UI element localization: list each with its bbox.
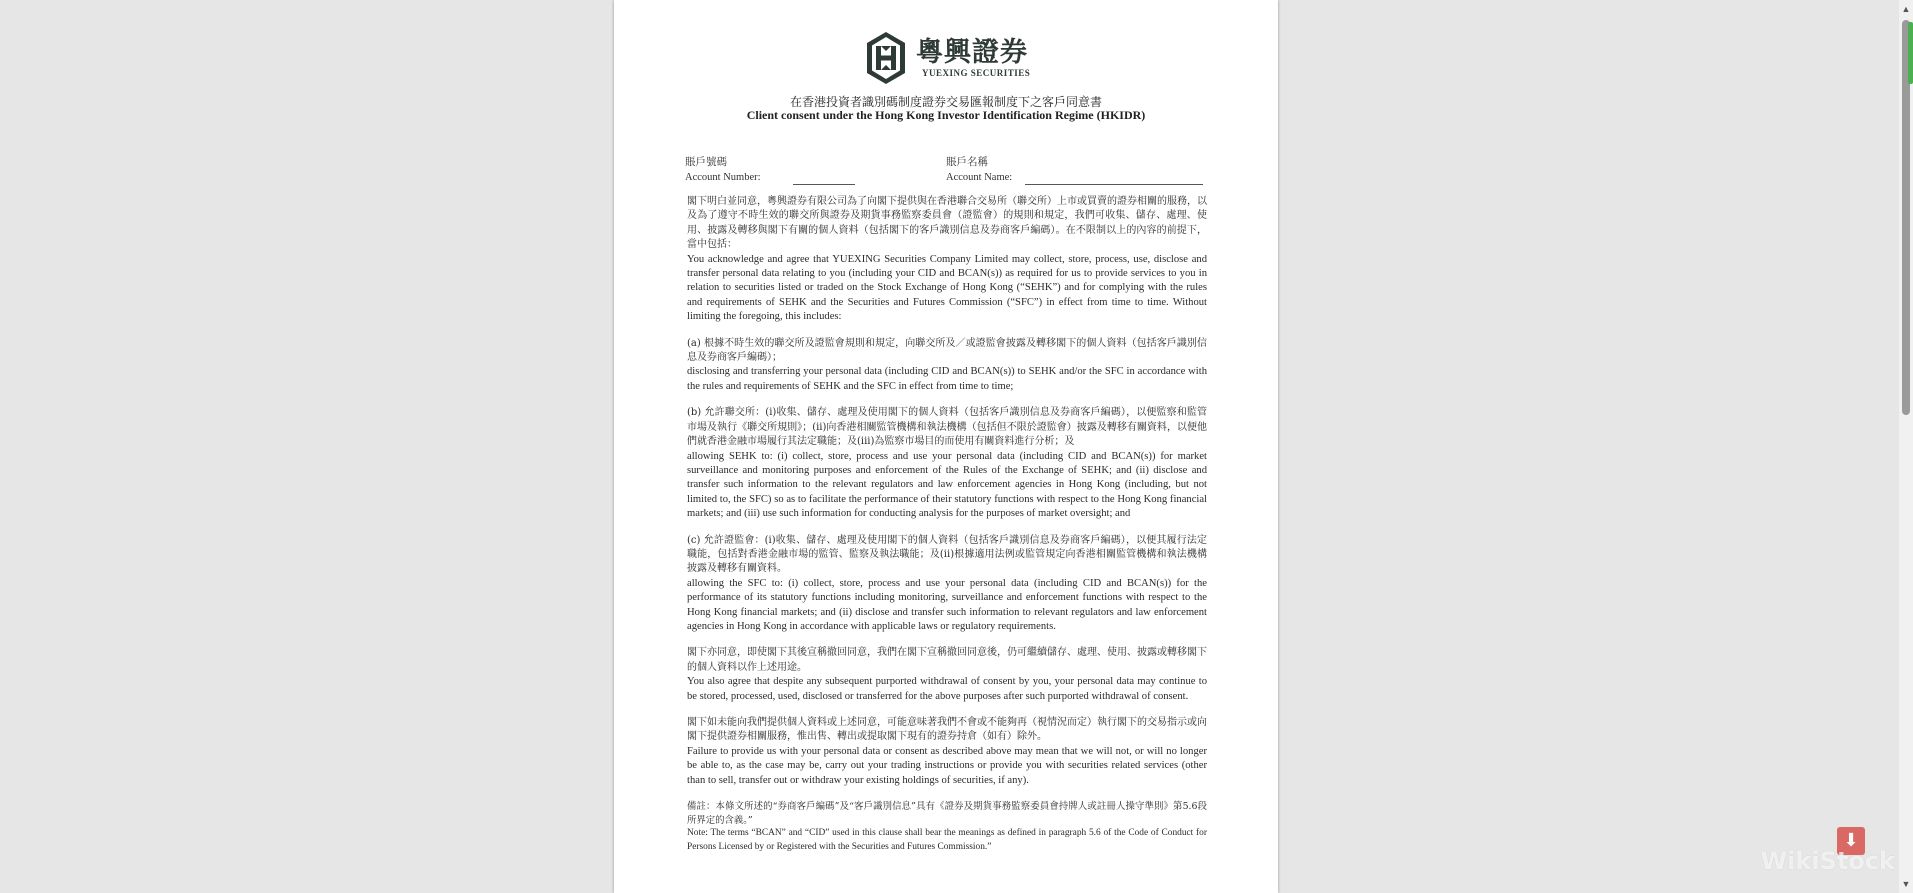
account-name-label-cn: 賬戶名稱 <box>946 157 988 168</box>
logo-english-name: YUEXING SECURITIES <box>922 68 1031 78</box>
document-title-english: Client consent under the Hong Kong Investor Identification Regime (HKIDR) <box>746 108 1146 122</box>
note-en: Note: The terms “BCAN” and “CID” used in this clause shall bear the meanings as defined in paragraph 5.6 of the Code of Conduct for Persons Licensed by or Registered with the Securities and Futures Commission.” <box>687 828 1207 852</box>
vertical-scrollbar[interactable] <box>1899 0 1913 893</box>
document-title-chinese: 在香港投資者識別碼制度證券交易匯報制度下之客戶同意書 <box>789 95 1102 109</box>
watermark: WikiStock <box>1760 847 1895 875</box>
note-cn: 備註：本條文所述的“券商客戶編碼”及“客戶識別信息”具有《證券及期貨事務監察委員會持牌人或註冊人操守準則》第5.6段所界定的含義。” <box>687 801 1207 826</box>
scroll-position-indicator <box>1908 22 1913 84</box>
account-number-label-cn: 賬戶號碼 <box>685 157 727 168</box>
logo-chinese-name: 粵興證券 <box>916 37 1028 68</box>
clause-a-cn: (a) 根據不時生效的聯交所及證監會規則和規定，向聯交所及／或證監會披露及轉移閣下的個人資料（包括客戶識別信息及券商客戶編碼）； <box>687 337 1207 364</box>
clause-c-cn: (c) 允許證監會：(i)收集、儲存、處理及使用閣下的個人資料（包括客戶識別信息及券商客戶編碼），以便其履行法定職能，包括對香港金融市場的監管、監察及執法職能；及(ii)根據適用法例或監管規定向香港相關監管機構和執法機構披露及轉移有關資料。 <box>687 534 1207 575</box>
clause-b-en: allowing SEHK to: (i) collect, store, process and use your personal data (including CID and BCAN(s)) for market surveillance and monitoring purposes and enforcement of the Rules of the Exchange of SEHK; and (ii) disclose and transfer such information to the relevant regulators and law enforcement agencies in Hong Kong (including, but not limited to, the SFC) so as to facilitate the performance of their statutory functions with respect to the Hong Kong financial markets; and (iii) use such information for conducting analysis for the purposes of market oversight; and <box>687 450 1207 520</box>
withdrawal-paragraph-en: You also agree that despite any subsequent purported withdrawal of consent by you, your personal data may continue to be stored, processed, used, disclosed or transferred for the above purposes after such purported withdrawal of consent. <box>687 676 1207 702</box>
account-number-label-en: Account Number: <box>685 172 761 183</box>
account-number-blank <box>793 173 855 185</box>
account-name-blank <box>1025 173 1203 185</box>
chevron-up-icon[interactable]: ▲ <box>1901 4 1911 14</box>
failure-paragraph-en: Failure to provide us with your personal data or consent as described above may mean that we will not, or will no longer be able to, as the case may be, carry out your trading instructions or provide you with securities related services (other than to sell, transfer out or withdraw your existing holdings of securities, if any). <box>687 745 1207 786</box>
account-number-field <box>685 155 855 185</box>
clause-b-cn: (b) 允許聯交所：(i)收集、儲存、處理及使用閣下的個人資料（包括客戶識別信息及券商客戶編碼），以便監察和監管市場及執行《聯交所規則》；(ii)向香港相關監管機構和執法機構（包括但不限於證監會）披露及轉移有關資料，以便他們就香港金融市場履行其法定職能；及(iii)為監察市場目的而使用有關資料進行分析；及 <box>687 407 1207 448</box>
company-logo <box>864 30 1044 86</box>
pdf-icon[interactable]: ⬇ <box>1837 827 1865 855</box>
failure-paragraph-cn: 閣下如未能向我們提供個人資料或上述同意，可能意味著我們不會或不能夠再（視情況而定）執行閣下的交易指示或向閣下提供證券相關服務，惟出售、轉出或提取閣下現有的證券持倉（如有）除外。 <box>687 717 1207 743</box>
document-page <box>614 0 1278 893</box>
intro-paragraph-cn: 閣下明白並同意，粵興證券有限公司為了向閣下提供與在香港聯合交易所（聯交所）上市或買賣的證券相關的服務，以及為了遵守不時生效的聯交所與證券及期貨事務監察委員會（證監會）的規則和規定，我們可收集、儲存、處理、使用、披露及轉移與閣下有關的個人資料（包括閣下的客戶識別信息及券商客戶編碼）。在不限制以上的內容的前提下，當中包括： <box>687 196 1207 251</box>
yuexing-logo-icon <box>864 30 908 86</box>
intro-paragraph-en: You acknowledge and agree that YUEXING Securities Company Limited may collect, store, process, use, disclose and transfer personal data relating to you (including your CID and BCAN(s)) as required for us to provide services to you in relation to securities listed or traded on the Stock Exchange of Hong Kong (“SEHK”) and for complying with the rules and requirements of SEHK and the Securities and Futures Commission (“SFC”) in effect from time to time. Without limiting the foregoing, this includes: <box>687 253 1207 323</box>
clause-a-en: disclosing and transferring your personal data (including CID and BCAN(s)) to SEHK and/or the SFC in accordance with the rules and requirements of SEHK and the SFC in effect from time to time; <box>687 366 1207 392</box>
account-name-label-en: Account Name: <box>946 172 1013 183</box>
account-name-field <box>946 155 1203 185</box>
withdrawal-paragraph-cn: 閣下亦同意，即使閣下其後宣稱撤回同意，我們在閣下宣稱撤回同意後，仍可繼續儲存、處理、使用、披露或轉移閣下的個人資料以作上述用途。 <box>687 647 1207 673</box>
clause-c-en: allowing the SFC to: (i) collect, store, process and use your personal data (including CID and BCAN(s)) for the performance of its statutory functions including monitoring, surveillance and enforcement functions with respect to the Hong Kong financial markets; and (ii) disclose and transfer such information to relevant regulators and law enforcement agencies in Hong Kong in accordance with applicable laws or regulatory requirements. <box>687 577 1207 632</box>
consent-body <box>687 195 1207 854</box>
chevron-down-icon[interactable]: ▼ <box>1901 879 1911 889</box>
